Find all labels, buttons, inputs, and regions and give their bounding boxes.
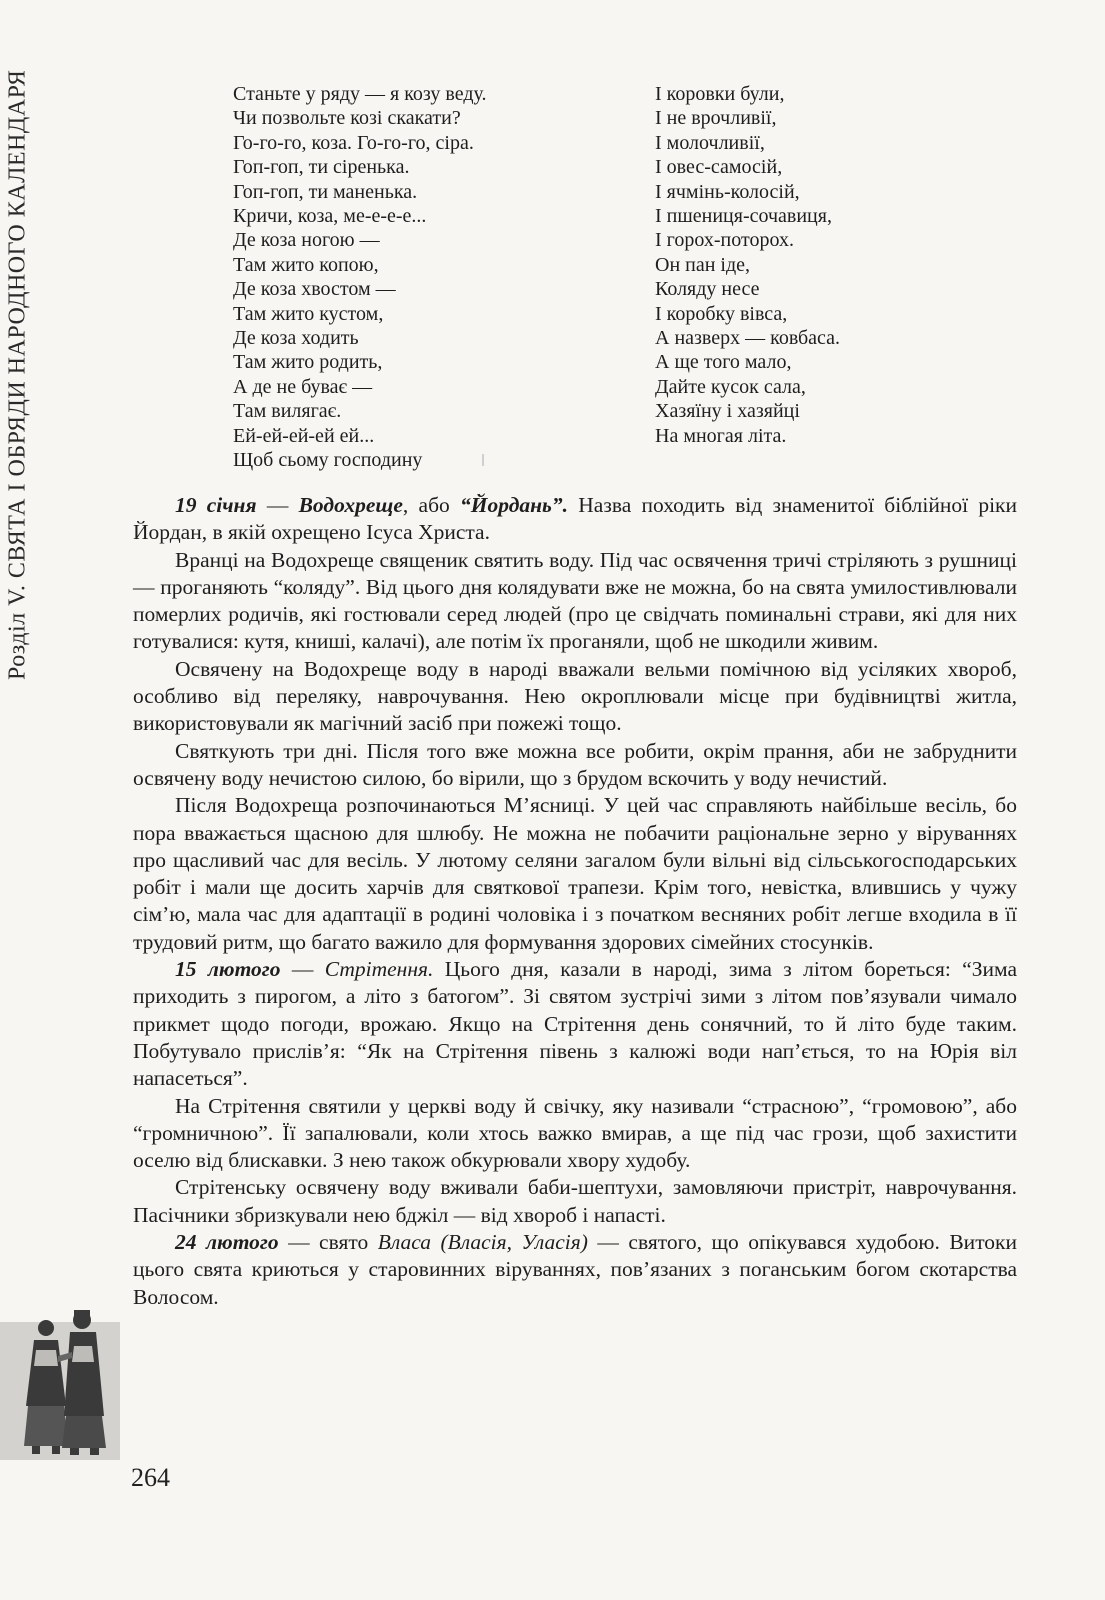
poem-left-column <box>233 82 603 473</box>
poem-line: Гоп-гоп, ти маненька. <box>233 180 418 203</box>
poem-line: На многая літа. <box>655 424 787 447</box>
poem-line: І овес-самосій, <box>655 156 783 179</box>
scan-mark <box>482 454 484 466</box>
poem-line: І не врочливії, <box>655 107 777 130</box>
paragraph-text: Після Водохреща розпочинаються М’ясниці. У цей час справляють найбільше весіль, бо пора вважається щасною для шлюбу. Не можна не побачити раціональне зерно у віруваннях про щасливий час для весіль. У лютому селяни загалом були вільні від сільськогосподарських робіт і мали ще досить харчів для святкової трапези. Крім того, невістка, влившись у чужу сім’ю, мала час для адаптації в родині чоловіка і з початком весняних робіт легше входила в її трудовий ритм, що багато важило для формування здорових сімейних стосунків. <box>133 793 1017 954</box>
folk-figures-illustration-icon <box>14 1306 114 1456</box>
connector: — свято <box>278 1230 378 1255</box>
paragraph-vlasa <box>133 1229 1017 1311</box>
holiday-name: Власа (Власія, Уласія) <box>377 1230 588 1255</box>
poem-line: Де коза ходить <box>233 327 359 350</box>
poem-line: Щоб сьому господину <box>233 449 423 472</box>
poem-line: Ей-ей-ей-ей ей... <box>233 424 375 447</box>
page-number: 264 <box>131 1463 170 1492</box>
poem-line: Там жито копою, <box>233 253 379 276</box>
paragraph-text: На Стрітення святили у церкві воду й свічку, яку називали “страсною”, “громовою”, або “громничною”. Її запалювали, коли хтось важко вмирав, а ще під час грози, щоб захистити оселю від блискавки. З нею також обкурювали хвору худобу. <box>133 1093 1017 1173</box>
poem-line: А ще того мало, <box>655 351 792 374</box>
poem-line: Хазяїну і хазяйці <box>655 400 800 423</box>
poem-line: Там жито родить, <box>233 351 383 374</box>
poem-line: І пшениця-сочавиця, <box>655 205 832 228</box>
poem-line: А де не буває — <box>233 375 373 398</box>
paragraph-text: Вранці на Водохреще священик святить воду. Під час освячення тричі стріляють з рушниці — проганяють “коляду”. Від цього дня колядувати вже не можна, бо на свята умилостивлювали померлих родичів, які гостювали серед людей (про це свідчать поминальні страви, які для них готувалися: кутя, книші, калачі), але потім їх проганяли, щоб не шкодили живим. <box>133 547 1017 654</box>
poem-line: Там вилягає. <box>233 400 342 423</box>
holiday-name: Стрітення. <box>324 957 434 982</box>
poem-line: Де коза хвостом — <box>233 278 396 301</box>
paragraph-text: Святкують три дні. Після того вже можна все робити, окрім прання, аби не забруднити освячену воду нечистою силою, бо вірили, що з брудом вскочить у воду нечистий. <box>133 738 1017 790</box>
paragraph-stritennia <box>133 956 1017 1092</box>
poem-line: Де коза ногою — <box>233 229 380 252</box>
poem-line: І молочливії, <box>655 131 765 154</box>
paragraph-text: — святого, що опікувався худобою. Витоки цього свята криються у старовинних віруваннях, пов’язаних з поганським богом скотарства Волосом. <box>133 1230 1018 1309</box>
dash: — <box>280 957 325 982</box>
poem-line: Дайте кусок сала, <box>655 375 806 398</box>
dash: — <box>256 493 299 517</box>
chapter-sidebar-title: Розділ V. СВЯТА І ОБРЯДИ НАРОДНОГО КАЛЕНДАРЯ <box>4 69 31 680</box>
holiday-alt-name: “Йордань”. <box>460 493 569 517</box>
poem-line: Коляду несе <box>655 278 760 301</box>
poem-line: Го-го-го, коза. Го-го-го, сіра. <box>233 131 474 154</box>
paragraph-text: Назва походить від знаменитої біблійної ріки Йордан, в якій охрещено Ісуса Христа. <box>133 493 1017 545</box>
poem-line: Кричи, коза, ме-е-е-е... <box>233 205 427 228</box>
poem-line: Там жито кустом, <box>233 302 384 325</box>
paragraph-text: Освячену на Водохреще воду в народі вважали вельми помічною від усіляких хвороб, особливо від переляку, наврочування. Нею окроплювали місце при будівництві житла, використовували як магічний засіб при пожежі тощо. <box>133 656 1017 736</box>
poem-line: І ячмінь-колосій, <box>655 180 800 203</box>
paragraph-text: Цього дня, казали в народі, зима з літом бореться: “Зима приходить з пирогом, а літо з батогом”. Зі святом зустрічі зими з літом пов’язували чимало прикмет щодо погоди, врожаю. Якщо на Стрітення день сонячний, то й літо буде таким. Побутувало прислів’я: “Як на Стрітення півень з калюжі води нап’ється, то на Юрія віл напасеться”. <box>133 957 1017 1091</box>
poem-line: А назверх — ковбаса. <box>655 327 841 350</box>
paragraph-vodokhreshche <box>133 492 1017 547</box>
body-text <box>133 492 1017 1311</box>
holiday-name: Водохреще <box>298 493 403 517</box>
poem-right-column <box>655 82 955 448</box>
date-label: 15 лютого <box>175 957 281 982</box>
poem-line: І коровки були, <box>655 83 785 105</box>
poem-line: Чи позвольте козі скакати? <box>233 107 461 130</box>
connector: , або <box>402 493 461 517</box>
poem-line: Гоп-гоп, ти сіренька. <box>233 156 410 179</box>
date-label: 19 січня <box>175 493 257 517</box>
poem-line: Станьте у ряду — я козу веду. <box>233 83 487 105</box>
poem-line: І горох-поторох. <box>655 229 794 252</box>
poem-line: Он пан іде, <box>655 253 751 276</box>
paragraph-text: Стрітенську освячену воду вживали баби-шептухи, замовляючи пристріт, наврочування. Пасічники збризкували нею бджіл — від хвороб і напасті. <box>133 1175 1017 1227</box>
date-label: 24 лютого <box>175 1230 279 1255</box>
poem-line: І коробку вівса, <box>655 302 788 325</box>
